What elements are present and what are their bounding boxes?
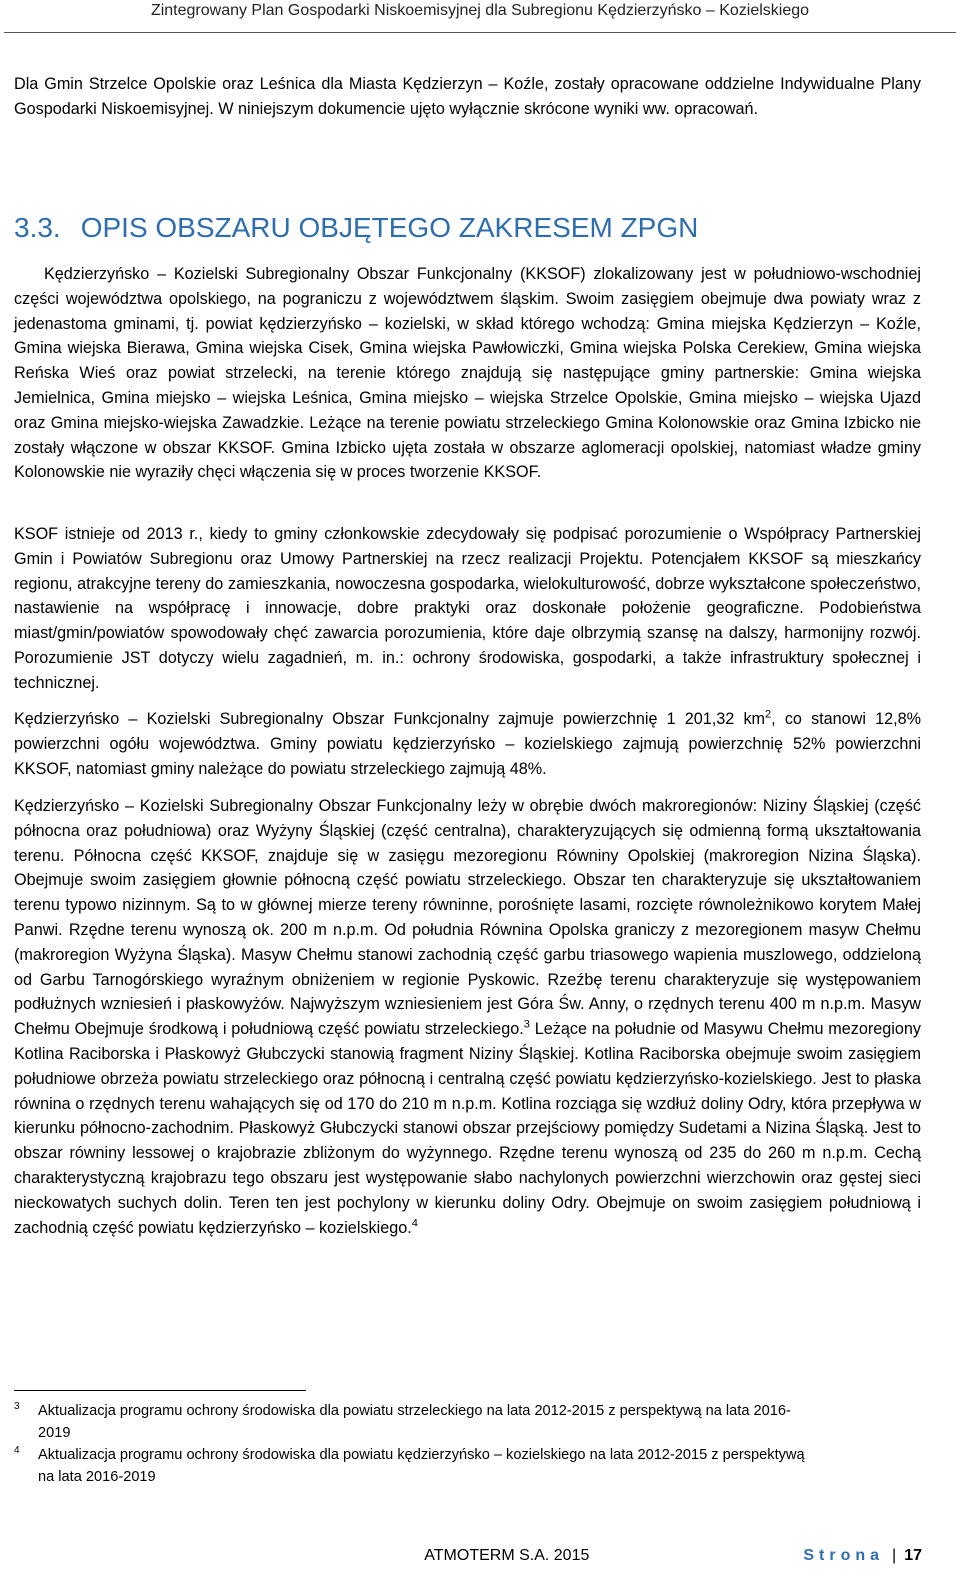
footnote-line: Aktualizacja programu ochrony środowiska dla powiatu kędzierzyńsko – kozielskiego na lata 2012-2015 z perspektywą [38, 1447, 805, 1463]
paragraph-kksof-location: Kędzierzyńsko – Kozielski Subregionalny Obszar Funkcjonalny (KKSOF) zlokalizowany jest w południowo-wschodniej części województwa opolskiego, na pograniczu z województwem śląskim. Swoim zasięgiem obejmuje dwa powiaty wraz z jedenastoma gminami, tj. powiat kędzierzyńsko – kozielski, w skład którego wchodzą: Gmina miejska Kędzierzyn – Koźle, Gmina wiejska Bierawa, Gmina wiejska Cisek, Gmina wiejska Pawłowiczki, Gmina wiejska Polska Cerekiew, Gmina wiejska Reńska Wieś oraz powiat strzelecki, na terenie którego znajdują się następujące gminy partnerskie: Gmina wiejska Jemielnica, Gmina miejsko – wiejska Leśnica, Gmina miejsko – wiejska Strzelce Opolskie, Gmina miejsko – wiejska Ujazd oraz Gmina miejsko-wiejska Zawadzkie. Leżące na terenie powiatu strzeleckiego Gmina Kolonowskie oraz Gmina Izbicko nie zostały włączone w obszar KKSOF. Gmina Izbicko ujęta została w obszarze aglomeracji opolskiej, natomiast władze gminy Kolonowskie nie wyraziły chęci włączenia się w proces tworzenie KKSOF. [14, 265, 921, 482]
running-header-title: Zintegrowany Plan Gospodarki Niskoemisyjnej dla Subregionu Kędzierzyńsko – Kozielskiego [150, 2, 810, 19]
footnote-line: Aktualizacja programu ochrony środowiska dla powiatu strzeleckiego na lata 2012-2015 z perspektywą na lata 2016- [38, 1403, 791, 1419]
footnote-separator [14, 1390, 306, 1391]
paragraph-kksof-history: KSOF istnieje od 2013 r., kiedy to gminy członkowskie zdecydowały się podpisać porozumienie o Współpracy Partnerskiej Gmin i Powiatów Subregionu oraz Umowy Partnerskiej na rzecz realizacji Projektu. Potencjałem KKSOF są mieszkańcy regionu, atrakcyjne tereny do zamieszkania, nowoczesna gospodarka, wielokulturowość, dobrze wykształcone społeczeństwo, nastawienie na współpracę i innowacje, dobre praktyki oraz doskonałe położenie geograficzne. Podobieństwa miast/gmin/powiatów spowodowały chęć zawarcia porozumienia, które daje olbrzymią szansę na dalszy, harmonijny rozwój. Porozumienie JST dotyczy wielu zagadnień, m. in.: ochrony środowiska, gospodarki, a także infrastruktury społecznej i technicznej. [14, 525, 921, 692]
footnote-number: 3 [14, 1401, 20, 1412]
footer-company: ATMOTERM S.A. 2015 [424, 1547, 590, 1564]
footer-separator: | [892, 1547, 897, 1564]
footnote-line-continued: 2019 [38, 1425, 71, 1441]
footnote-ref-3[interactable]: 3 [523, 1018, 530, 1031]
footnote-list [14, 1400, 921, 1488]
header-rule [4, 32, 956, 33]
footnote-number: 4 [14, 1445, 20, 1456]
running-header [0, 0, 960, 34]
superscript-km2: 2 [765, 708, 772, 721]
footnote-ref-4[interactable]: 4 [411, 1217, 418, 1230]
footer-page-label: Strona [803, 1547, 885, 1564]
paragraph-area-text-a: Kędzierzyńsko – Kozielski Subregionalny Obszar Funkcjonalny zajmuje powierzchnię 1 201,32 km [14, 710, 766, 728]
section-title: OPIS OBSZARU OBJĘTEGO ZAKRESEM ZPGN [80, 212, 699, 243]
page-footer [0, 1543, 922, 1569]
paragraph-geo-text-a: Kędzierzyńsko – Kozielski Subregionalny Obszar Funkcjonalny leży w obrębie dwóch makroregionów: Niziny Śląskiej (część północna oraz południowa) oraz Wyżyny Śląskiej (część centralna), charakteryzujących się odmienną formą ukształtowania terenu. Północna część KKSOF, znajduje się w zasięgu mezoregionu Równiny Opolskiej (makroregion Nizina Śląska). Obejmuje swoim zasięgiem głownie północną część powiatu strzeleckiego. Obszar ten charakteryzuje się ukształtowaniem terenu typowo nizinnym. Są to w głównej mierze tereny równinne, porośnięte lasami, rozcięte równoleżnikowo korytem Małej Panwi. Rzędne terenu wynoszą ok. 200 m n.p.m. Od południa Równina Opolska graniczy z mezoregionem masyw Chełmu (makroregion Wyżyna Śląska). Masyw Chełmu stanowi zachodnią część garbu triasowego wapienia muszlowego, oddzieloną od Garbu Tarnogórskiego wyraźnym obniżeniem w regionie Pyskowic. Rzeźbę terenu charakteryzuje się występowaniem podłużnych wzniesień i płaskowyżów. Najwyższym wzniesieniem jest Góra Św. Anny, o rzędnych terenu 400 m n.p.m. Masyw Chełmu Obejmuje środkową i południową część powiatu strzeleckiego. [14, 797, 921, 1039]
paragraph-area-text-b: , co stanowi 12,8% powierzchni ogółu województwa. Gminy powiatu kędzierzyńsko – kozielskiego zajmują powierzchnię 52% powierzchni KKSOF, natomiast gminy należące do powiatu strzeleckiego zajmują 48%. [14, 710, 922, 778]
footnote-item [14, 1400, 921, 1444]
paragraph-kksof-area [14, 707, 921, 781]
footer-page-number: 17 [904, 1547, 922, 1564]
section-number: 3.3. [14, 212, 61, 243]
footnote-text [26, 1400, 921, 1444]
footnote-line-continued: na lata 2016-2019 [38, 1469, 156, 1485]
footnote-text [26, 1444, 921, 1488]
paragraph-geo-text-b: Leżące na południe od Masywu Chełmu mezoregiony Kotlina Raciborska i Płaskowyż Głubczycki stanowią fragment Niziny Śląskiej. Kotlina Raciborska obejmuje swoim zasięgiem południowe obrzeża powiatu strzeleckiego oraz północną i centralną część powiatu kędzierzyńsko-kozielskiego. Jest to płaska równina o rzędnych terenu wahających się od 170 do 210 m n.p.m. Kotlina rozciąga się wzdłuż doliny Odry, która przepływa w kierunku północno-zachodnim. Płaskowyż Głubczycki stanowi obszar przejściowy pomiędzy Sudetami a Nizina Śląską. Jest to obszar równiny lessowej o krajobrazie zbliżonym do wyżynnego. Rzędne terenu wynoszą od 235 do 260 m n.p.m. Cechą charakterystyczną krajobrazu tego obszaru jest występowanie słabo nachylonych powierzchni wierzchowin oraz gęstej sieci nieckowatych suchych dolin. Teren ten jest pochylony w kierunku doliny Odry. Obejmuje on swoim zasięgiem południową i zachodnią część powiatu kędzierzyńsko – kozielskiego. [14, 1020, 921, 1237]
section-heading [14, 208, 921, 248]
intro-paragraph: Dla Gmin Strzelce Opolskie oraz Leśnica dla Miasta Kędzierzyn – Koźle, zostały opracowane oddzielne Indywidualne Plany Gospodarki Niskoemisyjnej. W niniejszym dokumencie ujęto wyłącznie skrócone wyniki ww. opracowań. [14, 75, 921, 118]
paragraph-kksof-geography [14, 794, 921, 1240]
footnote-item [14, 1444, 921, 1488]
